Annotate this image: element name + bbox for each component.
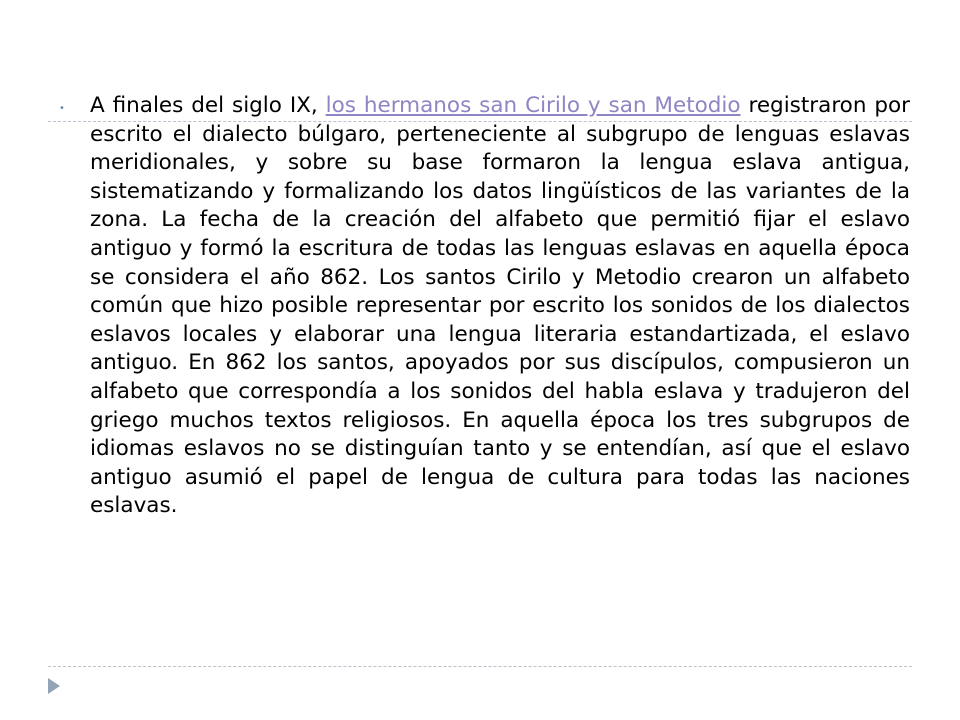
bottom-divider — [48, 666, 912, 667]
saints-link[interactable]: los hermanos san Cirilo y san Metodio — [325, 93, 741, 118]
paragraph-body: registraron por escrito el dialecto búlgaro, perteneciente al subgrupo de lenguas eslavas meridionales, y sobre su base formaron la lengua eslava antigua, sistematizando y formalizando los datos lingüísticos de las variantes de la zona. La fecha de la creación del alfabeto que permitió fijar el eslavo antiguo y formó la escritura de todas las lenguas eslavas en aquella época se considera el año 862. Los santos Cirilo y Metodio crearon un alfabeto común que hizo posible representar por escrito los sonidos de los dialectos eslavos locales y elaborar una lengua literaria estandartizada, el eslavo antiguo. En 862 los santos, apoyados por sus discípulos, compusieron un alfabeto que correspondía a los sonidos del habla eslava y tradujeron del griego muchos textos religiosos. En aquella época los tres subgrupos de idiomas eslavos no se distinguían tanto y se entendían, así que el eslavo antiguo asumió el papel de lengua de cultura para todas las naciones eslavas. — [90, 93, 911, 519]
triangle-right-icon — [48, 678, 60, 694]
body-paragraph — [90, 92, 910, 521]
slide-content — [56, 92, 912, 521]
bullet-dot-icon: • — [59, 103, 65, 114]
paragraph-intro: A finales del siglo IX, — [90, 93, 326, 118]
